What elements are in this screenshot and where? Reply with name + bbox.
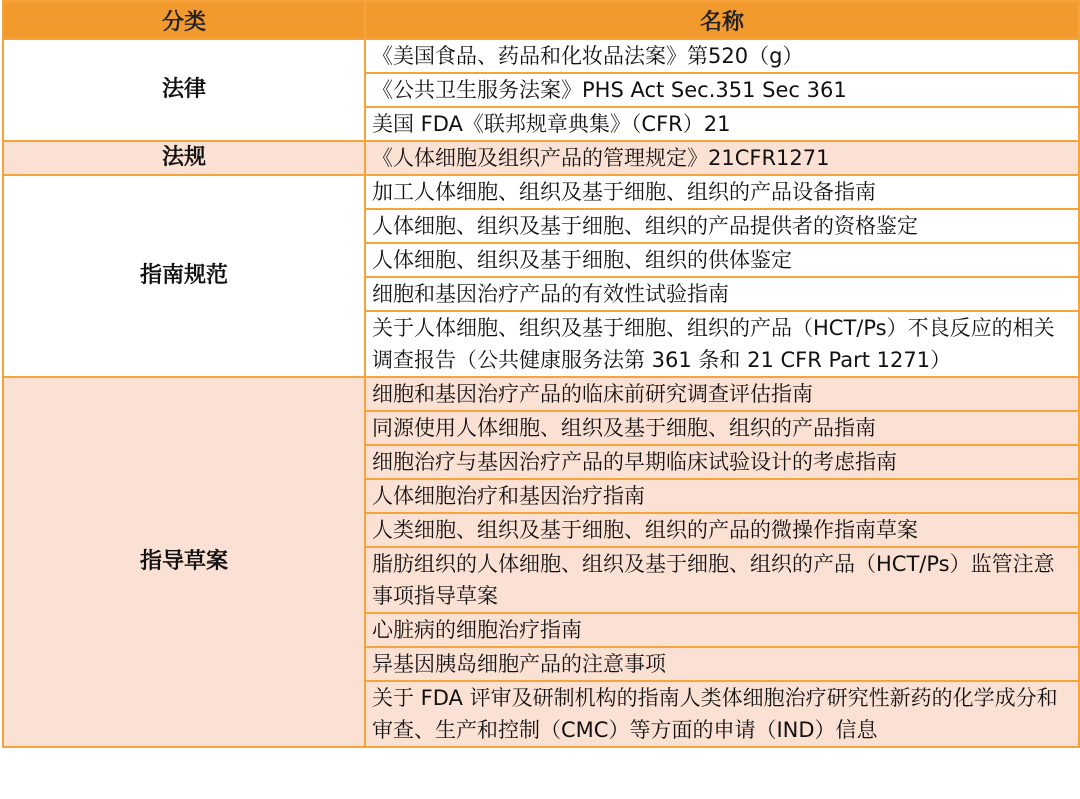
regulation-table xyxy=(2,0,1080,748)
item-cell: 人体细胞、组织及基于细胞、组织的供体鉴定 xyxy=(365,243,1079,277)
table-row xyxy=(3,39,1079,73)
table-row xyxy=(3,175,1079,209)
item-cell: 异基因胰岛细胞产品的注意事项 xyxy=(365,647,1079,681)
item-cell: 《美国食品、药品和化妆品法案》第520（g） xyxy=(365,39,1079,73)
item-cell: 《人体细胞及组织产品的管理规定》21CFR1271 xyxy=(365,141,1079,175)
table-row xyxy=(3,141,1079,175)
item-cell: 《公共卫生服务法案》PHS Act Sec.351 Sec 361 xyxy=(365,73,1079,107)
item-cell: 关于 FDA 评审及研制机构的指南人类体细胞治疗研究性新药的化学成分和审查、生产和控制（CMC）等方面的申请（IND）信息 xyxy=(365,681,1079,747)
header-category: 分类 xyxy=(3,1,365,39)
header-name: 名称 xyxy=(365,1,1079,39)
item-cell: 人体细胞、组织及基于细胞、组织的产品提供者的资格鉴定 xyxy=(365,209,1079,243)
category-cell-guidance: 指南规范 xyxy=(3,175,365,377)
item-cell: 人体细胞治疗和基因治疗指南 xyxy=(365,479,1079,513)
category-cell-regulation: 法规 xyxy=(3,141,365,175)
item-cell: 细胞和基因治疗产品的有效性试验指南 xyxy=(365,277,1079,311)
table-header-row xyxy=(3,1,1079,39)
item-cell: 细胞和基因治疗产品的临床前研究调查评估指南 xyxy=(365,377,1079,411)
item-cell: 心脏病的细胞治疗指南 xyxy=(365,613,1079,647)
item-cell: 脂肪组织的人体细胞、组织及基于细胞、组织的产品（HCT/Ps）监管注意事项指导草案 xyxy=(365,547,1079,613)
item-cell: 细胞治疗与基因治疗产品的早期临床试验设计的考虑指南 xyxy=(365,445,1079,479)
table-row xyxy=(3,377,1079,411)
item-cell: 加工人体细胞、组织及基于细胞、组织的产品设备指南 xyxy=(365,175,1079,209)
category-cell-law: 法律 xyxy=(3,39,365,141)
item-cell: 美国 FDA《联邦规章典集》（CFR）21 xyxy=(365,107,1079,141)
item-cell: 同源使用人体细胞、组织及基于细胞、组织的产品指南 xyxy=(365,411,1079,445)
item-cell: 人类细胞、组织及基于细胞、组织的产品的微操作指南草案 xyxy=(365,513,1079,547)
item-cell: 关于人体细胞、组织及基于细胞、组织的产品（HCT/Ps）不良反应的相关调查报告（公共健康服务法第 361 条和 21 CFR Part 1271） xyxy=(365,311,1079,377)
category-cell-draft: 指导草案 xyxy=(3,377,365,747)
